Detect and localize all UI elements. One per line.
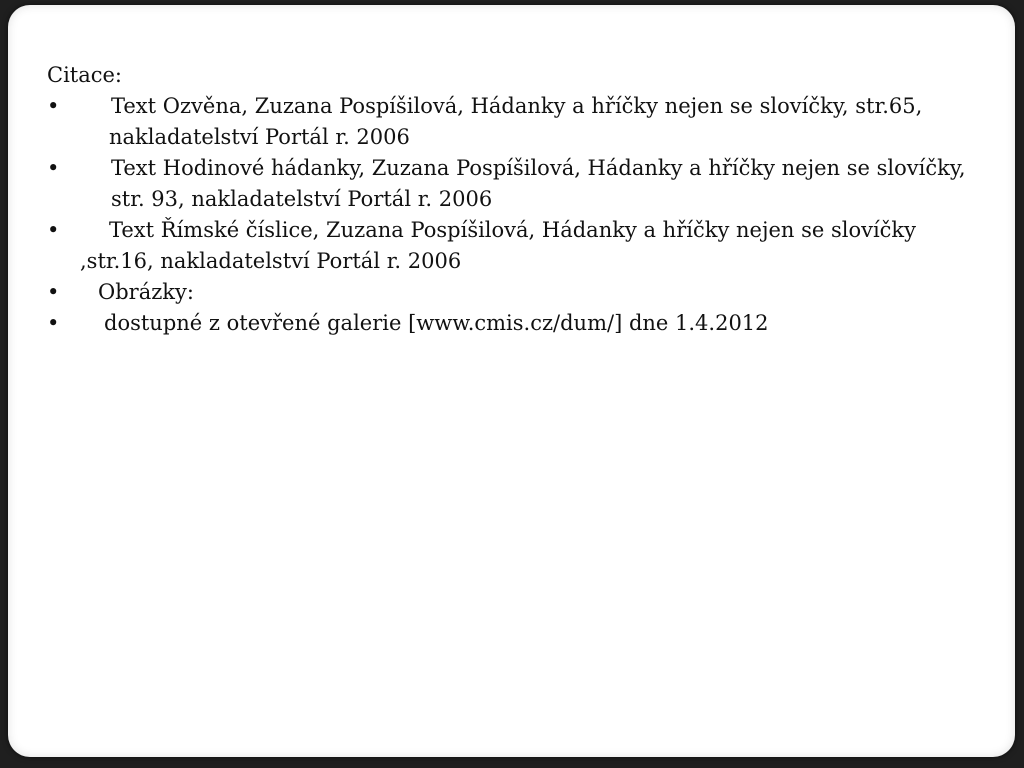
- citation-text: [47, 215, 997, 277]
- slide: [8, 5, 1015, 757]
- citation-item: [47, 308, 997, 339]
- citation-item: [47, 91, 997, 153]
- citation-line: Text Ozvěna, Zuzana Pospíšilová, Hádanky a hříčky nejen se slovíčky, str.65,: [111, 94, 923, 118]
- bullet-icon: •: [47, 280, 60, 304]
- bullet-icon: •: [47, 156, 60, 180]
- citation-item: [47, 215, 997, 277]
- bullet-icon: •: [47, 311, 60, 335]
- citation-item: [47, 153, 997, 215]
- citation-heading: Citace:: [47, 63, 123, 87]
- citation-line: Text Římské číslice, Zuzana Pospíšilová, Hádanky a hříčky nejen se slovíčky: [109, 218, 917, 242]
- citation-text: [47, 91, 997, 153]
- citation-item: [47, 277, 997, 308]
- citation-line: Text Hodinové hádanky, Zuzana Pospíšilová, Hádanky a hříčky nejen se slovíčky,: [111, 156, 966, 180]
- bullet-icon: •: [47, 218, 60, 242]
- citation-line: nakladatelství Portál r. 2006: [109, 125, 410, 149]
- bullet-icon: •: [47, 94, 60, 118]
- citation-text: Obrázky:: [98, 280, 194, 304]
- citation-text: [47, 153, 997, 215]
- citation-text: dostupné z otevřené galerie [www.cmis.cz/dum/] dne 1.4.2012: [104, 311, 769, 335]
- citation-line: ,str.16, nakladatelství Portál r. 2006: [80, 249, 462, 273]
- citation-line: str. 93, nakladatelství Portál r. 2006: [111, 187, 493, 211]
- citation-list: [47, 60, 997, 339]
